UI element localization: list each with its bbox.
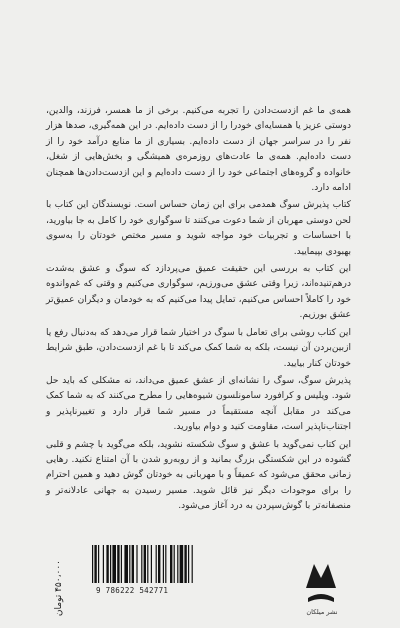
barcode-bars — [78, 543, 268, 587]
paragraph-6: این کتاب نمی‌گوید با عشق و سوگ شکسته نشوید، بلکه می‌گوید با چشم و قلبی گشوده در این شکستگی بزرگ بمانید و از روبه‌رو شدن با آن امتناع نکنید. رهایی زمانی محقق می‌شود که عمیقاً و با مهربانی به خودتان گوش دهید و همین احترام را برای موجودات دیگر نیز قائل شوید. مسیر رسیدن به جهانی عادلانه‌تر و منصفانه‌تر با گوش‌سپردن به درد آغاز می‌شود. — [46, 439, 351, 512]
paragraph-4: این کتاب روشی برای تعامل با سوگ در اختیار شما قرار می‌دهد که به‌دنبال رفع یا ازبین‌بردن آن نیست، بلکه به شما کمک می‌کند تا با غم ازدست‌دادن، طبق شرایط خودتان کنار بیایید. — [46, 327, 351, 369]
paragraph-2: کتاب پذیرش سوگ همدمی برای این زمان حساس است. نویسندگان این کتاب با لحن دوستی مهربان از شما دعوت می‌کنند تا سوگواری خود را کامل به جا بیاورید، با احساسات و تجربیات خود مواجه شوید و مسیر مختص خودتان را به‌سوی بهبودی بپیمایید. — [46, 200, 351, 257]
publisher-logo-icon — [304, 558, 338, 606]
paragraph-5: پذیرش سوگ، سوگ را نشانه‌ای از عشق عمیق می‌داند، نه مشکلی که باید حل شود. ویلیس و کرافورد سامونلسون شیوه‌هایی را مطرح می‌کنند که به شما کمک می‌کند در مقابل آنچه مستقیماً در مسیر شما قرار دارد و تغییرناپذیر و اجتناب‌ناپذیر است، مقاومت کنید و دوام بیاورید. — [46, 375, 351, 433]
paragraph-3: این کتاب به بررسی این حقیقت عمیق می‌پردازد که سوگ و عشق به‌شدت درهم‌تنیده‌اند، زیرا وقتی عشق می‌ورزیم، سوگواری می‌کنیم و وقتی که غم‌واندوه خود را کاملاً احساس می‌کنیم، تمایل پیدا می‌کنیم که به خودمان و دیگران عمیق‌تر عشق بورزیم. — [46, 264, 351, 321]
blurb-text — [46, 104, 351, 517]
barcode-number: 9 786222 542771 — [96, 586, 169, 595]
barcode — [78, 543, 268, 595]
publisher-name: نشر میلکان — [306, 608, 338, 616]
paragraph-1: همه‌ی ما غم ازدست‌دادن را تجربه می‌کنیم. برخی از ما همسر، فرزند، والدین، دوستی عزیز یا همسایه‌ای خودرا را از دست داده‌ایم. در این همه‌گیری، صدها هزار نفر را در سراسر جهان از دست داده‌ایم. بسیاری از ما منابع درآمد خود را از دست داده‌ایم. همه‌ی ما عادت‌های روزمره‌ی همیشگی و بخش‌هایی از شغل، خانواده و گروه‌های اجتماعی خود را از دست داده‌ایم و این ازدست‌دادن‌ها همچنان ادامه دارد. — [46, 106, 351, 194]
price-label: ۴۵۰،۰۰۰ تومان — [54, 560, 64, 617]
